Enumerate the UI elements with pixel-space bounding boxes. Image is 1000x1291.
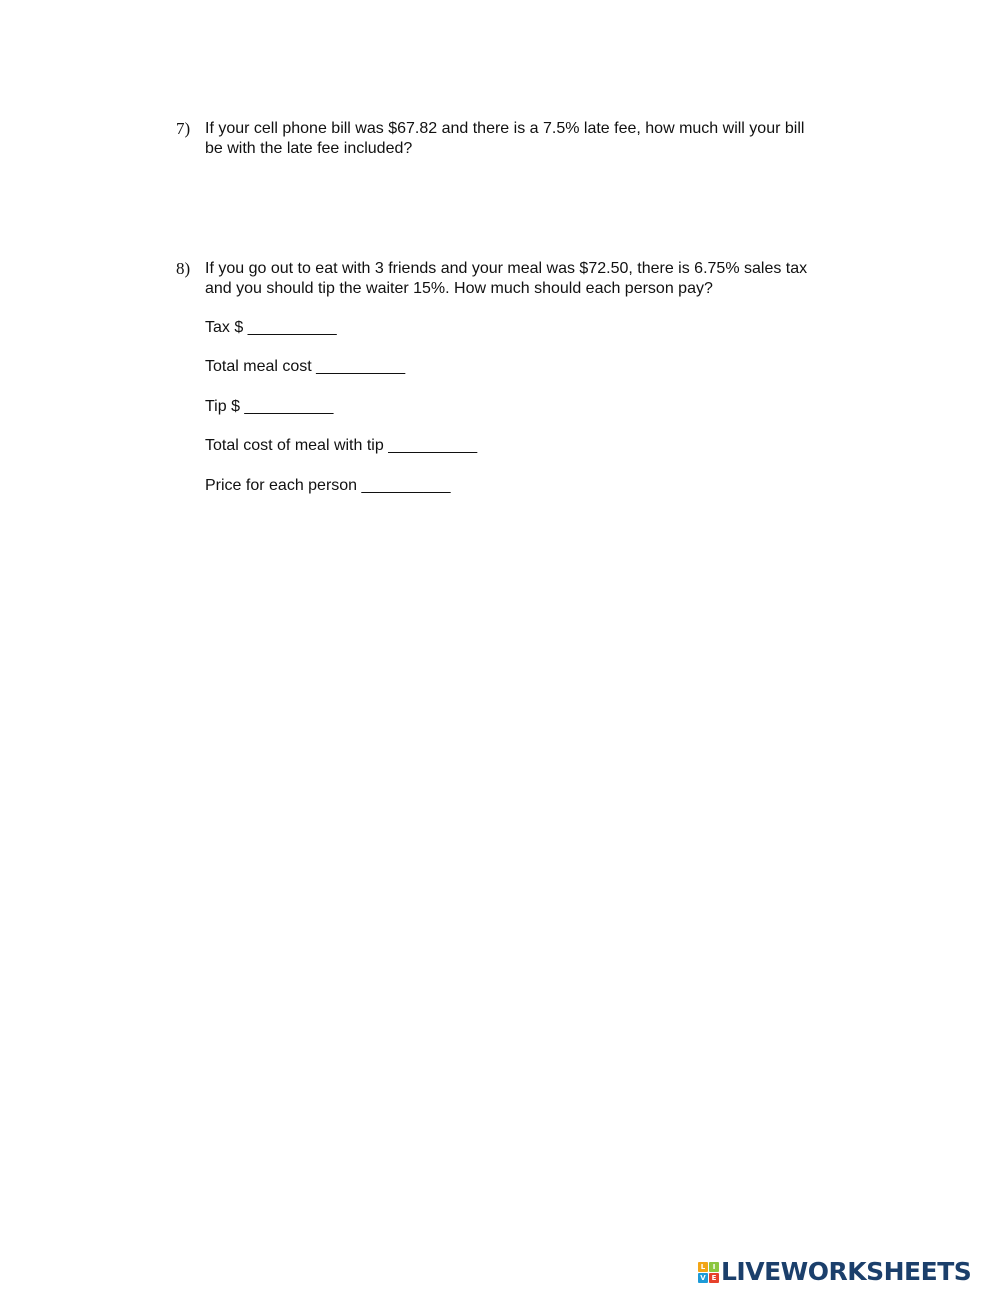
answer-tip[interactable]: Tip $ __________ — [205, 398, 334, 415]
answer-tax[interactable]: Tax $ __________ — [205, 319, 337, 336]
logo-mark-icon — [698, 1262, 719, 1283]
question-line: If you go out to eat with 3 friends and your meal was $72.50, there is 6.75% sales tax — [205, 260, 808, 277]
logo-mark-tile: L — [698, 1262, 708, 1272]
question-number: 8) — [176, 259, 191, 278]
liveworksheets-logo — [698, 1257, 971, 1287]
logo-mark-tile: V — [698, 1273, 708, 1283]
question-line: and you should tip the waiter 15%. How much should each person pay? — [205, 280, 713, 297]
answer-price-each-person[interactable]: Price for each person __________ — [205, 477, 451, 494]
logo-mark-tile: E — [709, 1273, 719, 1283]
logo-mark-tile: I — [709, 1262, 719, 1272]
question-number: 7) — [176, 119, 191, 138]
answer-total-meal-cost[interactable]: Total meal cost __________ — [205, 358, 406, 375]
logo-text: LIVEWORKSHEETS — [721, 1257, 972, 1286]
question-line: be with the late fee included? — [205, 140, 413, 157]
question-line: If your cell phone bill was $67.82 and there is a 7.5% late fee, how much will your bill — [205, 120, 805, 137]
question-text — [205, 259, 865, 299]
question-text — [205, 119, 865, 159]
answer-total-with-tip[interactable]: Total cost of meal with tip __________ — [205, 437, 478, 454]
